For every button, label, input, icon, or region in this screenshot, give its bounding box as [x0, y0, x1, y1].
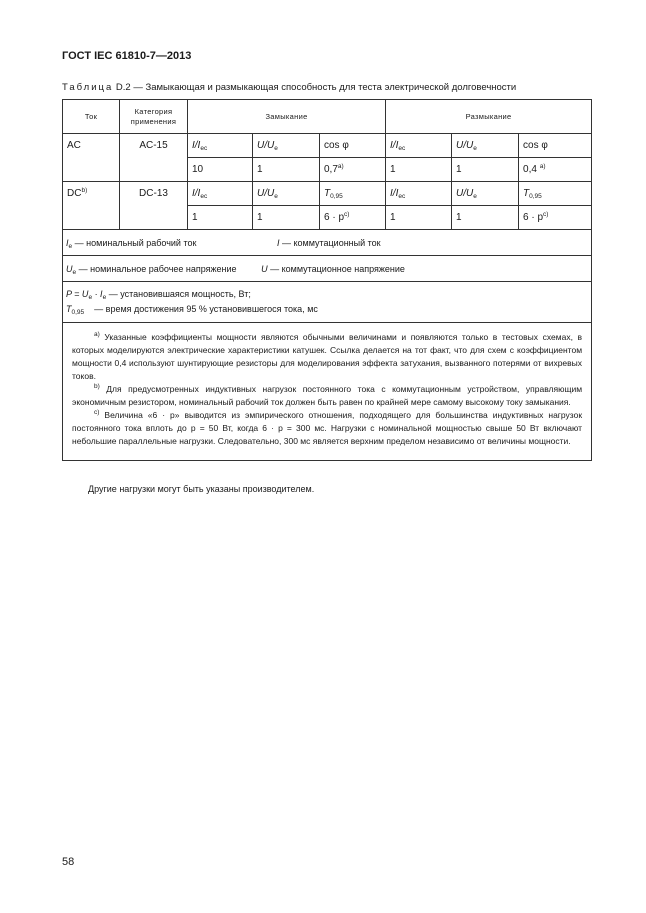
table-row-ac-headers [63, 134, 592, 158]
col-header-tok: Ток [63, 100, 120, 134]
ac-close-u-value: 1 [253, 158, 320, 182]
caption-text: — Замыкающая и размыкающая способность для теста электрической долговечности [133, 82, 517, 93]
dc-close-t-header: $T_{0,95}$ [320, 182, 386, 206]
document-header: ГОСТ IEC 61810-7—2013 [62, 50, 192, 62]
dc-close-i-header: $I/I_{ec}$ [188, 182, 253, 206]
ac-open-u-header: $U/U_e$ [452, 134, 519, 158]
table-caption [62, 82, 602, 93]
dc-open-i-value: 1 [386, 206, 452, 230]
legend-row-voltage [63, 256, 592, 282]
caption-label: Таблица [62, 82, 114, 93]
notes-row [63, 323, 592, 461]
footnote-c: $^{c)}$ Величина «6 · p» выводится из эмпирического отношения, подходящего для большинства индуктивных нагрузок постоянного тока вплоть до p = 50 Вт, когда 6 · p = 300 мс. Нагрузки с номинальной мощностью свыше 50 Вт включают небольшие параллельные нагрузки. Следовательно, 300 мс является верхним пределом независимо от величины мощности. [72, 409, 583, 446]
ac-close-i-header: $I/I_{ec}$ [188, 134, 253, 158]
dc-open-t-header: $T_{0,95}$ [519, 182, 592, 206]
time-definition: $T_{0,95}$ — время достижения 95 % установившегося тока, мс [66, 304, 318, 316]
dc-open-i-header: $I/I_{ec}$ [386, 182, 452, 206]
dc-open-t-value: $6 \cdot p^{c)}$ [519, 206, 592, 230]
ac-close-i-value: 10 [188, 158, 253, 182]
legend-power [63, 282, 592, 323]
capacity-table [62, 99, 592, 461]
dc-open-u-value: 1 [452, 206, 519, 230]
dc-tok-cell: DC$^{b)}$ [63, 182, 120, 230]
header-row [63, 100, 592, 134]
ac-open-u-value: 1 [452, 158, 519, 182]
ac-close-u-header: $U/U_e$ [253, 134, 320, 158]
ac-open-i-header: $I/I_{ec}$ [386, 134, 452, 158]
ac-open-i-value: 1 [386, 158, 452, 182]
ac-close-cos-header: cos φ [320, 134, 386, 158]
footnote-b: $^{b)}$ Для предусмотренных индуктивных нагрузок постоянного тока с коммутационным устройством, управляющим экономичным резистором, номинальный рабочий ток должен быть равен по крайней мере самому высокому току замыкания. [72, 383, 583, 407]
legend-voltage: $U_e$ — номинальное рабочее напряжение U — коммутационное напряжение [63, 256, 592, 282]
dc-open-u-header: $U/U_e$ [452, 182, 519, 206]
power-formula: $P = U_e \cdot I_e$ — установившаяся мощность, Вт; [66, 289, 251, 301]
col-header-opening: Размыкание [386, 100, 592, 134]
legend-current: $I_e$ — номинальный рабочий ток I — коммутационный ток [63, 230, 592, 256]
caption-number: D.2 [115, 82, 131, 93]
page-number: 58 [62, 856, 75, 868]
table-row-dc-headers [63, 182, 592, 206]
dc-category-cell: DC-13 [120, 182, 188, 230]
dc-close-t-value: $6 \cdot p^{c)}$ [320, 206, 386, 230]
col-header-closing: Замыкание [188, 100, 386, 134]
footnotes [63, 323, 592, 461]
ac-tok-cell: AC [63, 134, 120, 182]
legend-row-power [63, 282, 592, 323]
legend-row-current [63, 230, 592, 256]
footnote-a: $^{a)}$ Указанные коэффициенты мощности являются обычными величинами и появляются только в тестовых схемах, в которых моделируются электрические характеристики катушек. Ссылка делается на тот факт, что для схем с коэффициентом мощности 0,4 используют шунтирующие резисторы для моделирования эффекта затухания, вызванного потерями от вихревых токов. [72, 331, 583, 381]
ac-open-cos-value: 0,4 $^{a)}$ [519, 158, 592, 182]
ac-close-cos-value: 0,7$^{a)}$ [320, 158, 386, 182]
ac-open-cos-header: cos φ [519, 134, 592, 158]
col-header-category: Категория применения [120, 100, 188, 134]
after-table-text: Другие нагрузки могут быть указаны производителем. [88, 484, 315, 494]
ac-category-cell: AC-15 [120, 134, 188, 182]
dc-close-u-value: 1 [253, 206, 320, 230]
dc-close-u-header: $U/U_e$ [253, 182, 320, 206]
dc-close-i-value: 1 [188, 206, 253, 230]
